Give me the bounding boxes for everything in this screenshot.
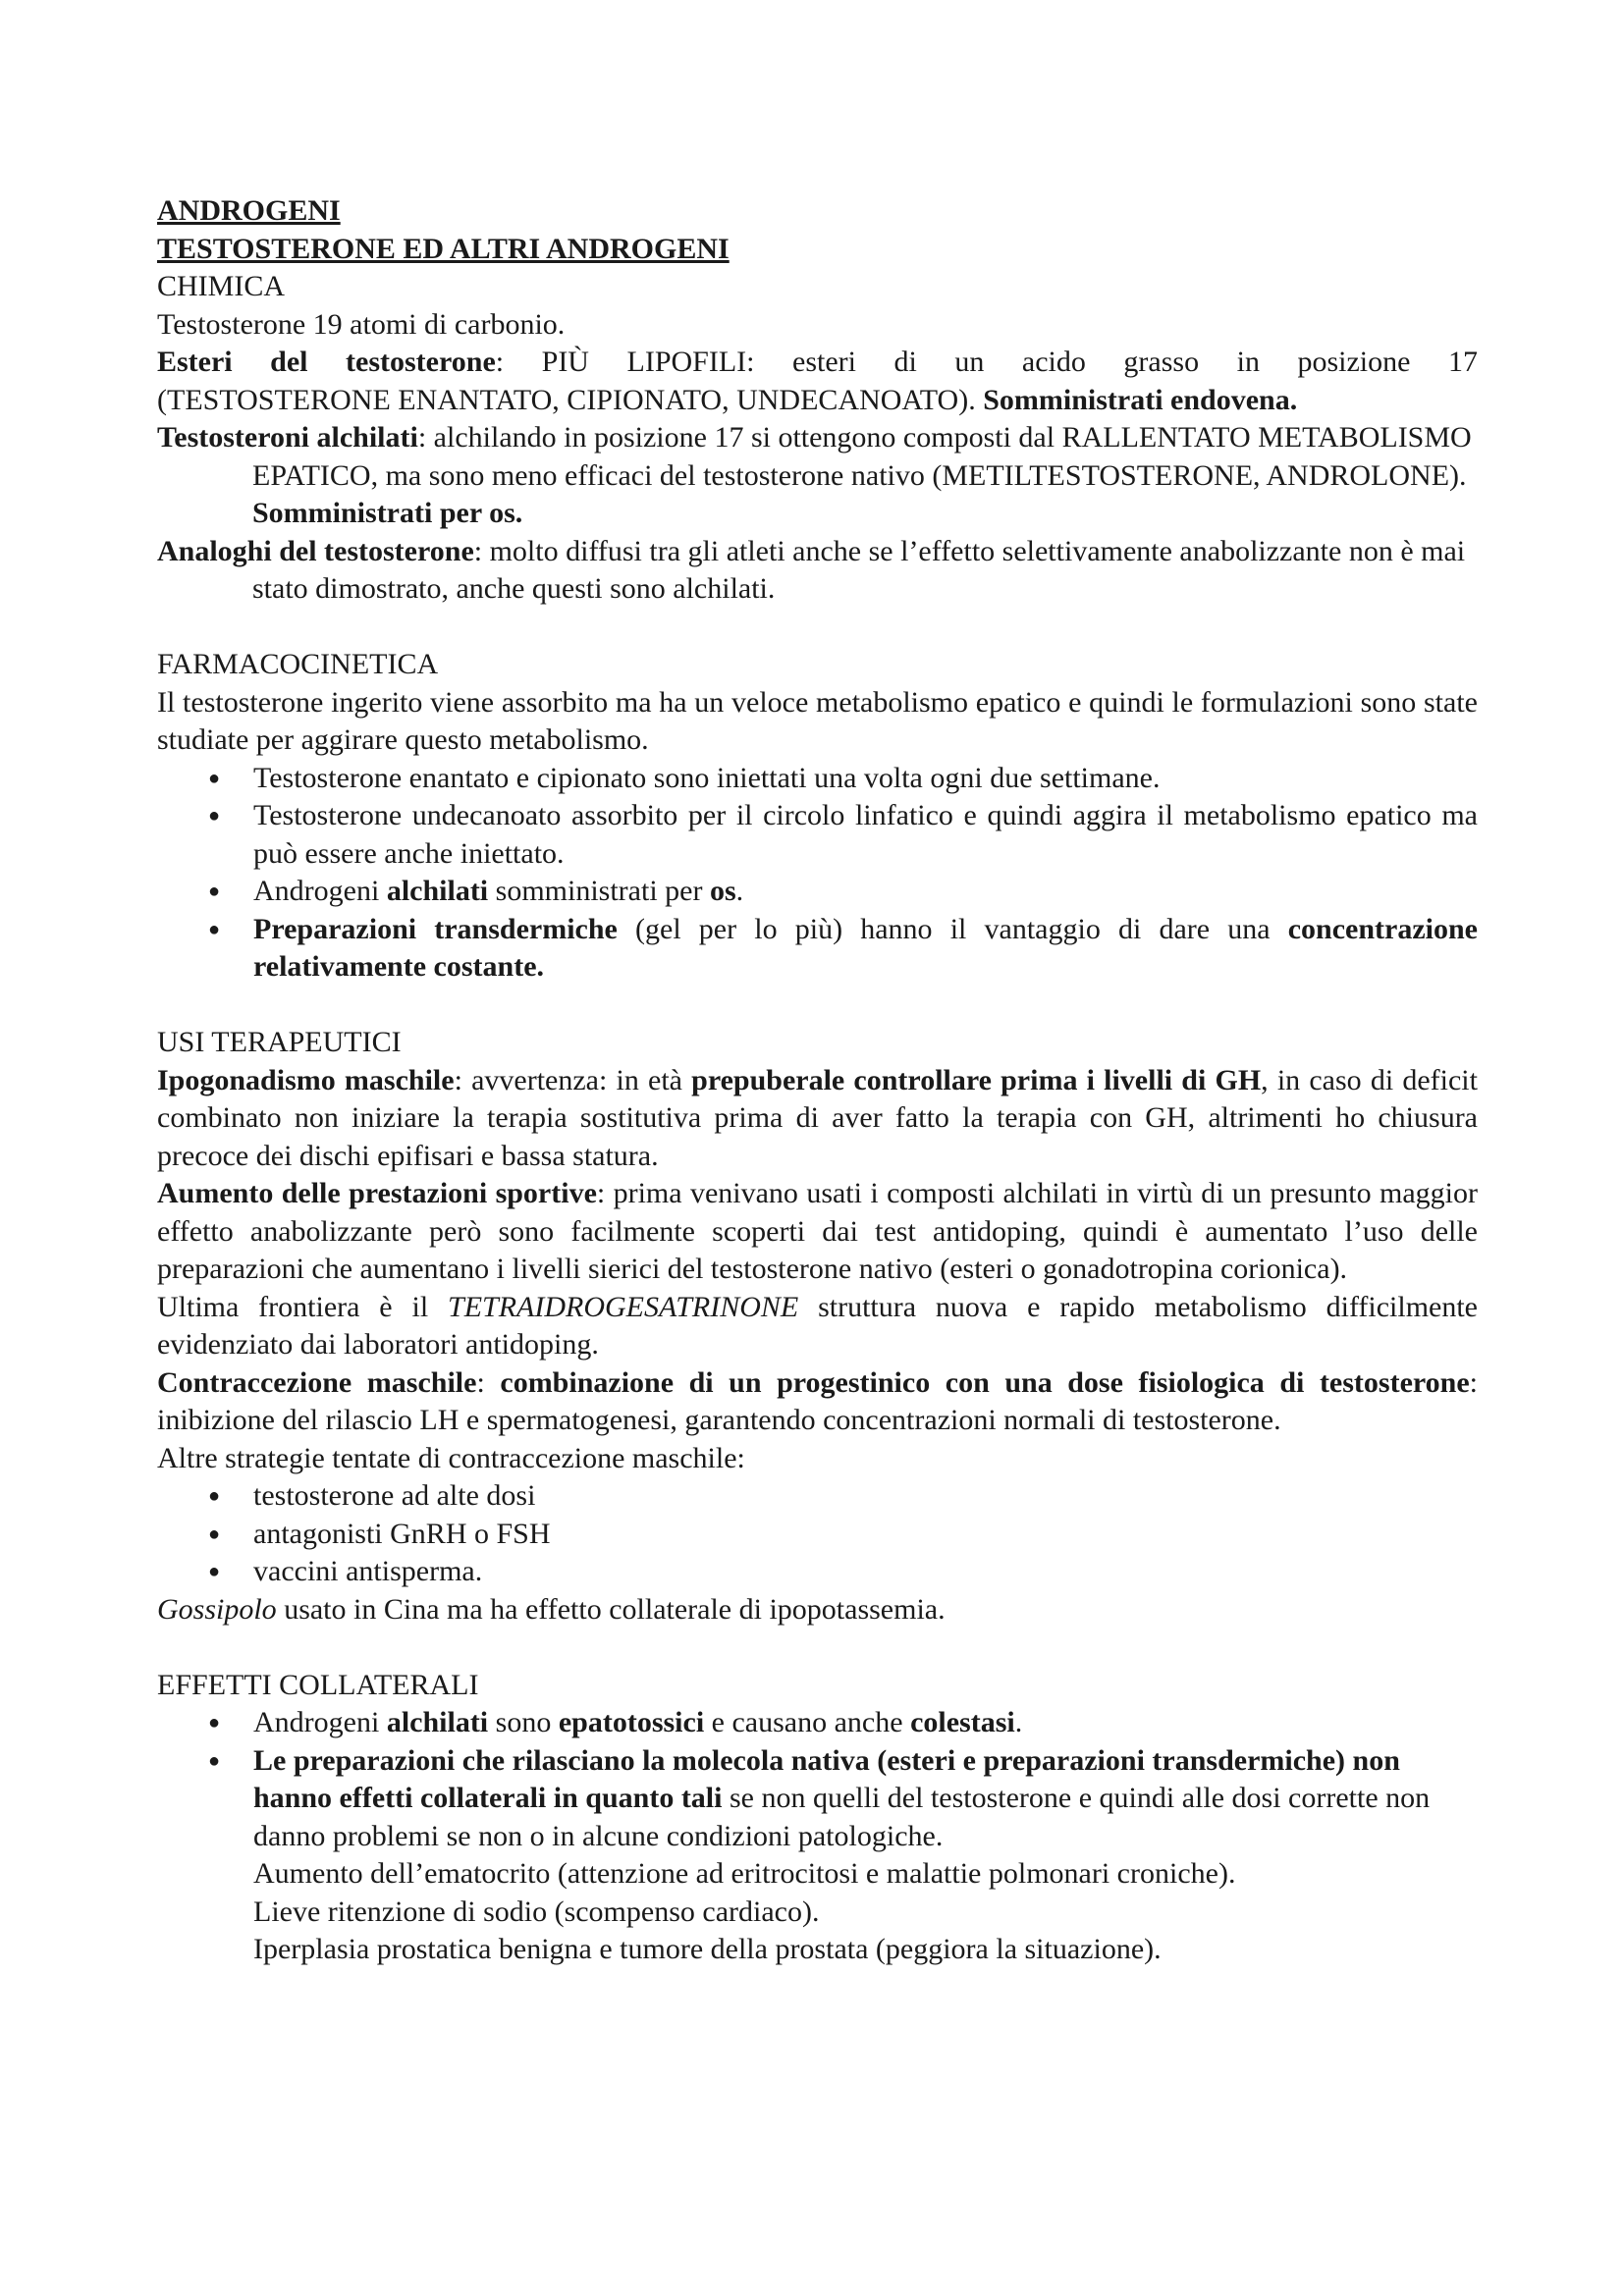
prestazioni-paragraph: Aumento delle prestazioni sportive: prima venivano usati i composti alchilati in virtù di un presunto maggior effetto anabolizzante però sono facilmente scoperti dai test antidoping, quindi è aumentato l’uso delle preparazioni che aumentano i livelli sierici del testosterone nativo (esteri o gonadotropina corionica). xyxy=(157,1177,1478,1285)
bullet-icon: ● xyxy=(208,805,221,827)
bullet-icon: ● xyxy=(208,1485,221,1507)
list-item: ● Androgeni alchilati sono epatotossici e causano anche colestasi. xyxy=(157,1704,1478,1742)
list-item: ● antagonisti GnRH o FSH xyxy=(157,1516,1478,1554)
list-item: ● Testosterone undecanoato assorbito per il circolo linfatico e quindi aggira il metabolismo epatico ma può essere anche iniettato. xyxy=(208,799,1478,870)
gossipolo-paragraph: Gossipolo usato in Cina ma ha effetto collaterale di ipopotassemia. xyxy=(157,1592,946,1626)
alchilati-bold: Somministrati per os. xyxy=(252,497,523,529)
strategie-list xyxy=(157,1477,1478,1591)
alchilati-label: Testosteroni alchilati xyxy=(157,421,418,454)
esteri-line2: (TESTOSTERONE ENANTATO, CIPIONATO, UNDECANOATO). xyxy=(157,383,984,416)
section-heading-effetti-collaterali: EFFETTI COLLATERALI xyxy=(157,1668,479,1701)
section-heading-usi-terapeutici: USI TERAPEUTICI xyxy=(157,1026,402,1058)
analoghi-text: : molto diffusi tra gli atleti anche se l’effetto selettivamente anabolizzante non è mai stato dimostrato, anche questi sono alchilati. xyxy=(252,534,1466,605)
list-item: ● Preparazioni transdermiche (gel per lo più) hanno il vantaggio di dare una concentrazione relativamente costante. xyxy=(208,912,1478,983)
section-heading-farmacocinetica: FARMACOCINETICA xyxy=(157,648,439,680)
bullet-icon: ● xyxy=(208,918,221,940)
esteri-paragraph-line2 xyxy=(157,382,1478,420)
farmaco-intro: Il testosterone ingerito viene assorbito ma ha un veloce metabolismo epatico e quindi le formulazioni sono state studiate per aggirare questo metabolismo. xyxy=(157,685,1478,756)
analoghi-label: Analoghi del testosterone xyxy=(157,534,474,567)
analoghi-paragraph xyxy=(157,533,1478,609)
list-item: ● Androgeni alchilati somministrati per os. xyxy=(157,873,1478,911)
esteri-bold: Somministrati endovena. xyxy=(983,383,1298,416)
list-item: ● Testosterone enantato e cipionato sono iniettati una volta ogni due settimane. xyxy=(157,760,1478,798)
list-item: ● testosterone ad alte dosi xyxy=(157,1477,1478,1516)
document-body xyxy=(157,192,1478,1969)
bullet-icon: ● xyxy=(208,881,221,902)
frontiera-paragraph: Ultima frontiera è il TETRAIDROGESATRINONE struttura nuova e rapido metabolismo difficilmente evidenziato dai laboratori antidoping. xyxy=(157,1290,1478,1361)
section-heading-chimica: CHIMICA xyxy=(157,270,286,302)
bullet-icon: ● xyxy=(208,1561,221,1582)
bullet-icon: ● xyxy=(208,767,221,789)
farmaco-list xyxy=(157,760,1478,987)
contraccezione-paragraph: Contraccezione maschile: combinazione di un progestinico con una dose fisiologica di testosterone: inibizione del rilascio LH e spermatogenesi, garantendo concentrazioni normali di testosterone. xyxy=(157,1365,1479,1436)
altre-strategie: Altre strategie tentate di contraccezione maschile: xyxy=(157,1441,745,1474)
ipogonadismo-paragraph: Ipogonadismo maschile: avvertenza: in età prepuberale controllare prima i livelli di GH, in caso di deficit combinato non iniziare la terapia sostitutiva prima di aver fatto la terapia con GH, altrimenti ho chiusura precoce dei dischi epifisari e bassa statura. xyxy=(157,1063,1478,1172)
effetti-list xyxy=(157,1704,1478,1855)
list-item: ● Le preparazioni che rilasciano la molecola nativa (esteri e preparazioni transdermiche) non hanno effetti collaterali in quanto tali se non quelli del testosterone e quindi alle dosi corrette non danno problemi se non o in alcune condizioni patologiche. xyxy=(208,1743,1431,1852)
document-subtitle: TESTOSTERONE ED ALTRI ANDROGENI xyxy=(157,232,730,265)
alchilati-text: : alchilando in posizione 17 si ottengono composti dal RALLENTATO METABOLISMO EPATICO, ma sono meno efficaci del testosterone nativo (METILTESTOSTERONE, ANDROLONE). xyxy=(252,421,1472,492)
alchilati-paragraph xyxy=(157,419,1478,533)
bullet-icon: ● xyxy=(208,1712,221,1734)
document-title: ANDROGENI xyxy=(157,194,341,227)
list-item: ● vaccini antisperma. xyxy=(157,1553,1478,1591)
bullet-icon: ● xyxy=(208,1749,221,1772)
effetto-prostata: Iperplasia prostatica benigna e tumore della prostata (peggiora la situazione). xyxy=(253,1933,1162,1965)
esteri-paragraph-line1 xyxy=(157,344,1478,382)
effetto-ematocrito: Aumento dell’ematocrito (attenzione ad eritrocitosi e malattie polmonari croniche). xyxy=(253,1857,1236,1890)
esteri-line1: : PIÙ LIPOFILI: esteri di un acido grasso in posizione 17 xyxy=(495,346,1478,378)
chimica-intro: Testosterone 19 atomi di carbonio. xyxy=(157,307,566,341)
esteri-label: Esteri del testosterone xyxy=(157,346,496,378)
bullet-icon: ● xyxy=(208,1522,221,1545)
effetto-sodio: Lieve ritenzione di sodio (scompenso cardiaco). xyxy=(253,1895,820,1928)
